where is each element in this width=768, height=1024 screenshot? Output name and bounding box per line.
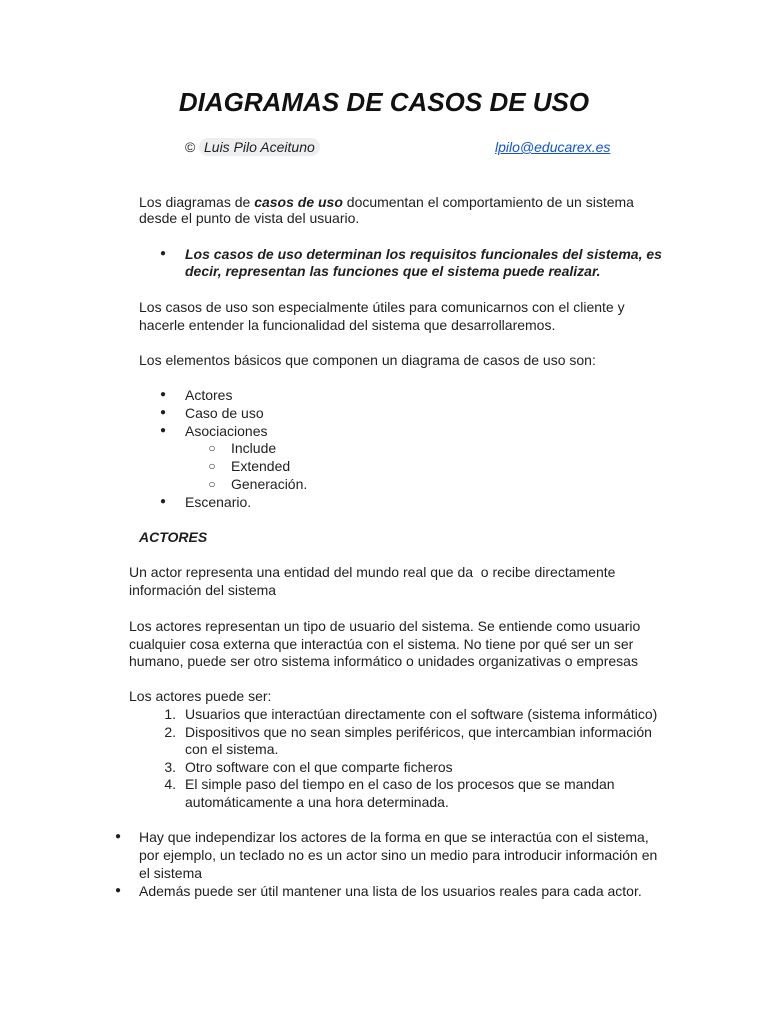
numbered-item: Otro software con el que comparte ficheros [185, 759, 453, 775]
note-line: Hay que independizar los actores de la forma en que se interactúa con el sistema, [139, 829, 649, 845]
list-number: 1. [164, 706, 176, 722]
numbered-item: Usuarios que interactúan directamente con el software (sistema informático) [185, 706, 658, 722]
key-point-line-2: decir, representan las funciones que el sistema puede realizar. [185, 263, 601, 279]
hollow-bullet-icon: ○ [208, 477, 216, 491]
bullet-icon: ● [159, 407, 167, 418]
hollow-bullet-icon: ○ [208, 459, 216, 473]
list-item: Asociaciones [185, 423, 268, 439]
actor-description-line-2: cualquier cosa externa que interactúa con el sistema. No tiene por qué ser un ser [129, 636, 634, 652]
usefulness-line-2: hacerle entender la funcionalidad del sistema que desarrollaremos. [139, 317, 556, 333]
sub-list-item: Include [231, 440, 277, 456]
hollow-bullet-icon: ○ [208, 441, 216, 455]
actor-definition-line-2: información del sistema [129, 582, 277, 598]
bullet-icon: ● [114, 885, 122, 896]
sub-list-item: Extended [231, 458, 291, 474]
author-name-chip[interactable]: Luis Pilo Aceituno [199, 138, 320, 156]
list-item: Actores [185, 387, 233, 403]
bullet-icon: ● [114, 831, 122, 842]
intro-line-2: desde el punto de vista del usuario. [139, 210, 360, 226]
intro-text: Los diagramas de [139, 194, 255, 210]
bullet-icon: ● [159, 389, 167, 400]
note-line: el sistema [139, 865, 203, 881]
elements-intro: Los elementos básicos que componen un diagrama de casos de uso son: [139, 352, 596, 368]
list-number: 2. [164, 724, 176, 740]
numbered-item: Dispositivos que no sean simples periféricos, que intercambian información [185, 724, 652, 740]
sub-list-item: Generación. [231, 476, 308, 492]
note-line: Además puede ser útil mantener una lista de los usuarios reales para cada actor. [139, 883, 642, 899]
numbered-item: El simple paso del tiempo en el caso de los procesos que se mandan [185, 776, 615, 792]
document-title: DIAGRAMAS DE CASOS DE USO [178, 87, 590, 117]
intro-text: documentan el comportamiento de un sistema [342, 194, 634, 210]
key-point-line-1: Los casos de uso determinan los requisitos funcionales del sistema, es [185, 246, 662, 262]
actor-description-line-3: humano, puede ser otro sistema informático o unidades organizativas o empresas [129, 653, 638, 669]
author-email-link[interactable]: lpilo@educarex.es [495, 139, 611, 155]
note-line: por ejemplo, un teclado no es un actor sino un medio para introducir información en [139, 847, 658, 863]
list-number: 3. [164, 759, 176, 775]
list-number: 4. [164, 776, 176, 792]
bullet-icon: ● [159, 248, 167, 259]
copyright-symbol: © [185, 139, 196, 155]
actor-types-intro: Los actores puede ser: [129, 688, 272, 704]
bullet-icon: ● [159, 425, 167, 436]
section-heading-actores: ACTORES [139, 529, 208, 545]
numbered-item-continuation: automáticamente a una hora determinada. [185, 794, 449, 810]
intro-bold-term: casos de uso [254, 194, 343, 210]
numbered-item-continuation: con el sistema. [185, 741, 279, 757]
actor-definition-line-1: Un actor representa una entidad del mundo real que da o recibe directamente [129, 564, 616, 580]
list-item: Caso de uso [185, 405, 264, 421]
list-item: Escenario. [185, 494, 252, 510]
bullet-icon: ● [159, 496, 167, 507]
usefulness-line-1: Los casos de uso son especialmente útiles para comunicarnos con el cliente y [139, 299, 625, 315]
actor-description-line-1: Los actores representan un tipo de usuario del sistema. Se entiende como usuario [129, 618, 641, 634]
